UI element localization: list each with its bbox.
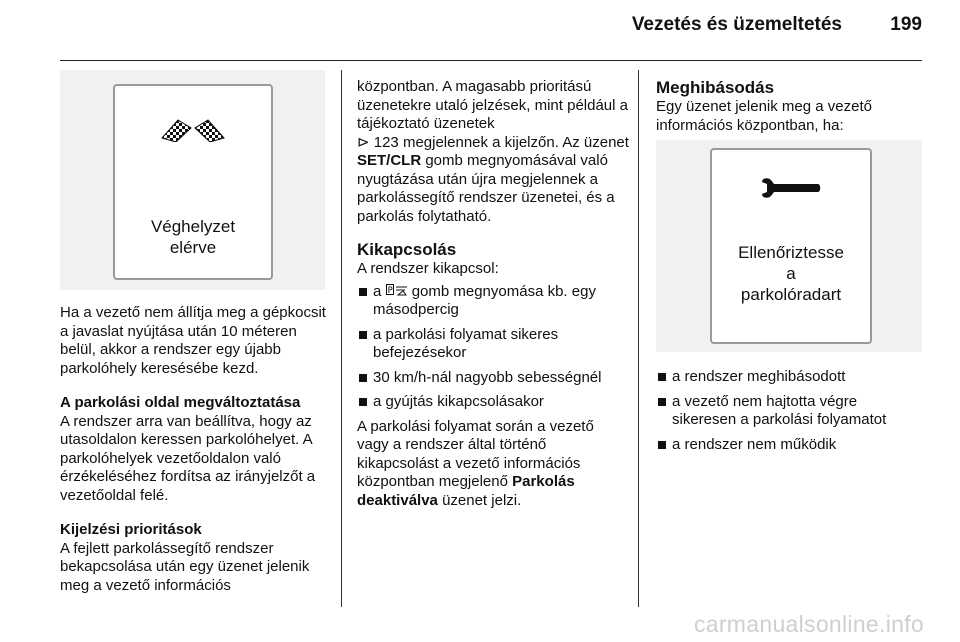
page-header — [0, 0, 960, 60]
checkered-flags-icon — [158, 114, 228, 142]
set-clr-label: SET/CLR — [357, 152, 422, 169]
display-text-line2: elérve — [169, 238, 217, 257]
display-check-park-assist — [710, 148, 872, 344]
list-item: a rendszer nem működik — [656, 436, 924, 455]
header-rule — [60, 60, 922, 61]
header-title: Vezetés és üzemeltetés — [631, 14, 842, 35]
page-reference-arrow-icon: ⊳ — [357, 133, 370, 151]
priorities-paragraph: A fejlett parkolássegítő rendszer bekapcsolása után egy üzenet jelenik meg a vezető információs — [60, 539, 310, 594]
malfunction-heading: Meghibásodás — [656, 78, 775, 97]
display-text-line1: Véghelyzet — [150, 217, 236, 236]
column-3-list — [656, 368, 924, 460]
list-item: 30 km/h-nál nagyobb sebességnél — [357, 369, 629, 388]
priorities-heading: Kijelzési prioritások — [60, 521, 202, 538]
column-2-text — [357, 78, 629, 510]
column-1-text — [60, 304, 328, 595]
malfunction-intro: Egy üzenet jelenik meg a vezető információs központban, ha: — [656, 98, 872, 134]
switch-off-list — [357, 283, 629, 412]
list-item: a rendszer meghibásodott — [656, 368, 924, 387]
watermark: carmanualsonline.info — [693, 611, 924, 637]
deactivation-paragraph: A parkolási folyamat során a vezető vagy a rendszer által történő kikapcsolást a vezető információs központban megjelenő Parkolás deaktiválva üzenet jelzi. — [357, 417, 594, 509]
parking-assist-button-icon — [386, 284, 408, 297]
display-text-line3: parkolóradart — [740, 285, 842, 304]
switch-off-intro: A rendszer kikapcsol: — [357, 260, 499, 277]
malfunction-list — [656, 368, 924, 454]
column-divider-1 — [341, 70, 342, 607]
column-3-text — [656, 78, 924, 135]
column-divider-2 — [638, 70, 639, 607]
list-item: a parkolási folyamat sikeres befejezésekor — [357, 326, 629, 363]
wrench-icon — [760, 176, 822, 200]
switch-off-heading: Kikapcsolás — [357, 240, 457, 259]
intro-paragraph: Ha a vezető nem állítja meg a gépkocsit a javaslat nyújtása után 10 méteren belül, akkor a rendszer egy újabb parkolóhely keresésébe kezd. — [60, 304, 326, 377]
side-change-paragraph: A rendszer arra van beállítva, hogy az utasoldalon keressen parkolóhelyet. A parkolóhelyek vezetőoldalon való érzékeléséhez fordítsa az irányjelzőt a vezetőoldal felé. — [60, 412, 316, 504]
display-text-line2: a — [786, 264, 796, 283]
list-item: a gyújtás kikapcsolásakor — [357, 393, 629, 412]
svg-text:P: P — [387, 285, 393, 296]
parking-deactivated-label: Parkolás deaktiválva — [357, 473, 575, 509]
page-number: 199 — [890, 14, 922, 35]
side-change-heading: A parkolási oldal megváltoztatása — [60, 394, 301, 411]
list-item: a P gomb megnyomása kb. egy másodpercig — [357, 283, 629, 320]
list-item: a vezető nem hajtotta végre sikeresen a parkolási folyamatot — [656, 393, 924, 430]
priorities-continuation: központban. A magasabb prioritású üzenetekre utaló jelzések, mint például a tájékoztató üzenetek ⊳ 123 megjelennek a kijelzőn. Az üzenet SET/CLR gomb megnyomásával való nyugtázása után újra megjelennek a parkolássegítő rendszer üzenetei, és a parkolás folytatható. — [357, 78, 629, 225]
display-text-line1: Ellenőriztesse — [738, 243, 844, 262]
display-finish-reached — [113, 84, 273, 280]
